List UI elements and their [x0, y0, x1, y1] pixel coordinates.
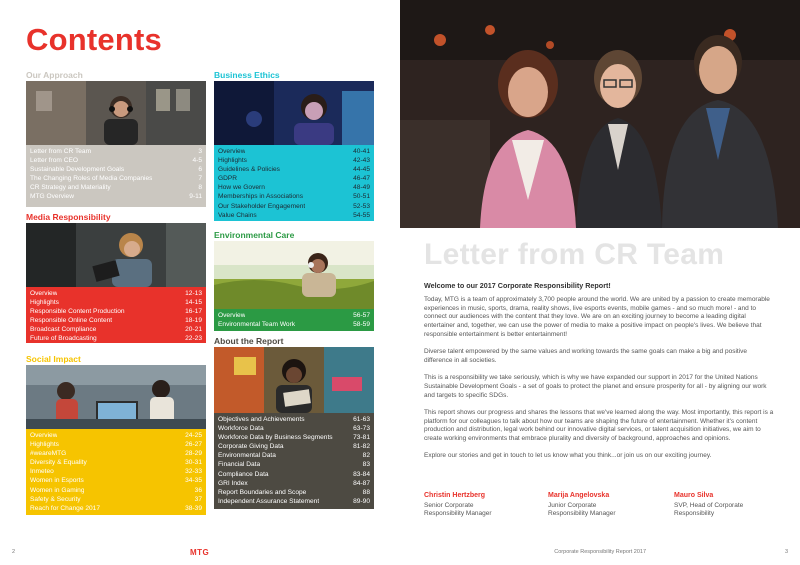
- letter-paragraph: This report shows our progress and shares the lessons that we've learned along the way. Most importantly, this report is a platform for our colleagues to talk about how our teams are shaping the future of entertainment. Whether it's content production and distribution, legal work behind our innovative digital services, or talent acquisition initiatives, we aim to create working environments that embrace plurality and diversity of background, approaches and opinions.: [424, 408, 774, 442]
- photo-person-headphones-street: [26, 81, 206, 145]
- toc-item[interactable]: Workforce Data 63-73: [218, 425, 370, 433]
- letter-paragraph: Explore our stories and get in touch to let us know what you think...or join us on our exciting journey.: [424, 452, 712, 460]
- toc-item[interactable]: The Changing Roles of Media Companies 7: [30, 175, 202, 183]
- toc-item[interactable]: Environmental Team Work 58-59: [218, 321, 370, 329]
- signatory-role: SVP, Head of Corporate: [674, 501, 744, 509]
- toc-social-impact: [26, 429, 206, 515]
- photo-man-headphones-graffiti: [214, 347, 374, 413]
- toc-environmental-care: [214, 309, 374, 331]
- toc-item[interactable]: Reach for Change 2017 38-39: [30, 504, 202, 512]
- toc-item[interactable]: Highlights 42-43: [218, 157, 370, 165]
- signatory: [674, 492, 743, 519]
- toc-item[interactable]: Highlights 14-15: [30, 299, 202, 307]
- toc-item[interactable]: Objectives and Achievements 61-63: [218, 416, 370, 423]
- letter-title: Letter from CR Team: [424, 238, 725, 271]
- section-business-ethics: [214, 70, 374, 221]
- toc-item[interactable]: Financial Data 83: [218, 461, 370, 469]
- toc-item[interactable]: GDPR 46-47: [218, 175, 370, 183]
- section-our-approach: [26, 70, 206, 207]
- toc-item[interactable]: Memberships in Associations 50-51: [218, 193, 370, 201]
- toc-item[interactable]: Responsible Content Production 16-17: [30, 308, 202, 316]
- toc-item[interactable]: Sustainable Development Goals 6: [30, 166, 202, 174]
- toc-item[interactable]: Report Boundaries and Scope 88: [218, 488, 370, 496]
- toc-item[interactable]: Independent Assurance Statement 89-90: [218, 497, 370, 505]
- hero-photo-cr-team: [400, 0, 800, 228]
- letter-paragraph: This is a responsibility we take seriously, which is why we have expanded our support in 2017 for the United Nations Sustainable Development Goals - a set of goals to protect the planet and ensure prosperity for all - by aligning our work and targets to specific SDGs.: [424, 374, 767, 399]
- toc-item[interactable]: Responsible Online Content 18-19: [30, 317, 202, 325]
- signatory-role: Responsibility Manager: [424, 510, 492, 518]
- photo-child-in-car: [26, 223, 206, 287]
- page-number-left: 2: [12, 549, 16, 555]
- photo-woman-screen-glow: [214, 81, 374, 145]
- toc-item[interactable]: How we Govern 48-49: [218, 184, 370, 192]
- section-title: Environmental Care: [214, 230, 295, 240]
- toc-item[interactable]: Inmeteo 32-33: [30, 468, 202, 476]
- toc-item[interactable]: MTG Overview 9-11: [30, 193, 202, 201]
- page-number-right: 3: [784, 549, 788, 555]
- section-title: Social Impact: [26, 354, 81, 364]
- right-page: [400, 0, 800, 565]
- section-environmental-care: [214, 230, 374, 331]
- toc-item[interactable]: Overview 40-41: [218, 148, 370, 155]
- toc-item[interactable]: Workforce Data by Business Segments 73-81: [218, 434, 370, 442]
- photo-children-laptop: [26, 365, 206, 429]
- section-media-responsibility: [26, 212, 206, 343]
- toc-item[interactable]: Women in Gaming 36: [30, 486, 202, 494]
- toc-item[interactable]: Guidelines & Policies 44-45: [218, 166, 370, 174]
- toc-item[interactable]: Letter from CR Team 3: [30, 148, 202, 155]
- toc-item[interactable]: Corporate Giving Data 81-82: [218, 443, 370, 451]
- toc-item[interactable]: CR Strategy and Materiality 8: [30, 184, 202, 192]
- toc-item[interactable]: Overview 56-57: [218, 312, 370, 319]
- photo-woman-headphones-grass: [214, 241, 374, 309]
- letter-paragraph: Diverse talent empowered by the same values and working towards the same goals can make a big and positive difference in all societies.: [424, 348, 748, 364]
- toc-item[interactable]: Environmental Data 82: [218, 452, 370, 460]
- section-title: Our Approach: [26, 70, 83, 80]
- toc-item[interactable]: Overview 24-25: [30, 432, 202, 439]
- signatory-role: Senior Corporate: [424, 501, 474, 509]
- section-title: Business Ethics: [214, 70, 280, 80]
- signatory: [424, 492, 492, 519]
- section-about-report: [214, 336, 374, 509]
- report-name: Corporate Responsibility Report 2017: [554, 549, 646, 555]
- mtg-logo: MTG: [190, 548, 210, 557]
- toc-item[interactable]: Value Chains 54-55: [218, 211, 370, 219]
- contents-title: Contents: [26, 22, 162, 57]
- toc-item[interactable]: Our Stakeholder Engagement 52-53: [218, 202, 370, 210]
- toc-item[interactable]: Future of Broadcasting 22-23: [30, 335, 202, 343]
- toc-our-approach: [26, 145, 206, 207]
- toc-about-report: [214, 413, 374, 509]
- toc-media-responsibility: [26, 287, 206, 343]
- signatory-role: Responsibility: [674, 510, 715, 518]
- toc-item[interactable]: Letter from CEO 4-5: [30, 157, 202, 165]
- toc-item[interactable]: Women in Esports 34-35: [30, 477, 202, 485]
- letter-paragraph: Today, MTG is a team of approximately 3,700 people around the world. We are united by a passion to create memorable experiences in music, sports, drama, reality shows, live esports events, mobile games - and so much more! - and to connect our audiences with the content that they love. We are on an exciting journey to become a leading digital entertainer and, together, we can use the power of media to make a positive impact on people's lives. We believe that responsible entertainment is better entertainment!: [424, 296, 770, 338]
- signatory-role: Junior Corporate: [548, 501, 597, 509]
- welcome-heading: Welcome to our 2017 Corporate Responsibility Report!: [424, 281, 611, 290]
- signatory-name: Christin Hertzberg: [424, 492, 486, 499]
- toc-item[interactable]: Highlights 26-27: [30, 441, 202, 449]
- toc-item[interactable]: Broadcast Compliance 20-21: [30, 326, 202, 334]
- toc-item[interactable]: Safety & Security 37: [30, 495, 202, 503]
- signatory-name: Mauro Silva: [674, 492, 714, 499]
- toc-business-ethics: [214, 145, 374, 221]
- letter-body: [424, 296, 776, 470]
- toc-item[interactable]: Compliance Data 83-84: [218, 470, 370, 478]
- signatory: [548, 492, 616, 519]
- section-title: About the Report: [214, 336, 284, 346]
- section-social-impact: [26, 354, 206, 515]
- signatory-name: Marija Angelovska: [548, 492, 610, 499]
- toc-item[interactable]: GRI Index 84-87: [218, 479, 370, 487]
- section-title: Media Responsibility: [26, 212, 111, 222]
- toc-item[interactable]: Diversity & Equality 30-31: [30, 459, 202, 467]
- toc-item[interactable]: #wearеMTG 28-29: [30, 450, 202, 458]
- toc-item[interactable]: Overview 12-13: [30, 290, 202, 297]
- signatory-role: Responsibility Manager: [548, 510, 616, 518]
